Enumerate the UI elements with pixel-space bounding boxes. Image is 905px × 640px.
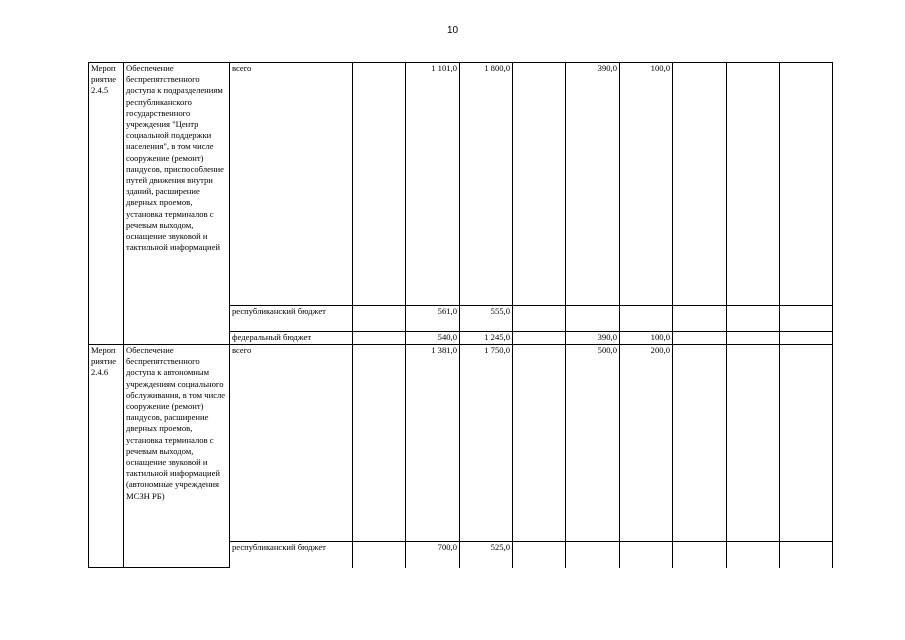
value-cell <box>780 306 833 332</box>
page-number: 10 <box>446 25 459 36</box>
value-cell: 100,0 <box>620 332 673 345</box>
value-cell <box>353 306 406 332</box>
activity-code-line: Мероп <box>91 63 116 73</box>
activity-description: Обеспечение беспрепятственного доступа к подразделениям республиканского государственного учреждения "Центр социальной поддержки населения", в том числе сооружение (ремонт) пандусов, приспособление путей движения внутри зданий, расширение дверных проемов, установка терминалов с речевым выходом, оснащение звуковой и тактильной информацией <box>124 63 230 345</box>
program-table <box>88 62 833 568</box>
funding-source: федеральный бюджет <box>230 332 353 345</box>
value-cell: 1 800,0 <box>460 63 513 306</box>
value-cell: 390,0 <box>566 63 620 306</box>
value-cell: 555,0 <box>460 306 513 332</box>
value-cell <box>727 306 780 332</box>
activity-description: Обеспечение беспрепятственного доступа к автономным учреждениям социального обслуживания, в том числе сооружение (ремонт) пандусов, расширение дверных проемов, установка терминалов с речевым выходом, оснащение звуковой и тактильной информацией (автономные учреждения МСЗН РБ) <box>124 345 230 568</box>
value-cell <box>780 345 833 542</box>
value-cell <box>513 63 566 306</box>
value-cell: 1 245,0 <box>460 332 513 345</box>
value-cell <box>727 345 780 542</box>
value-cell: 540,0 <box>406 332 460 345</box>
value-cell <box>780 332 833 345</box>
table-row <box>89 63 833 306</box>
value-cell <box>673 306 727 332</box>
value-cell: 1 381,0 <box>406 345 460 542</box>
value-cell: 525,0 <box>460 542 513 568</box>
value-cell <box>620 306 673 332</box>
value-cell <box>513 542 566 568</box>
value-cell <box>727 332 780 345</box>
funding-source: республиканский бюджет <box>230 306 353 332</box>
value-cell: 200,0 <box>620 345 673 542</box>
value-cell: 561,0 <box>406 306 460 332</box>
funding-source: всего <box>230 63 353 306</box>
value-cell <box>513 345 566 542</box>
value-cell <box>727 542 780 568</box>
funding-source: всего <box>230 345 353 542</box>
activity-code-line: 2.4.6 <box>91 367 109 378</box>
value-cell <box>513 332 566 345</box>
value-cell <box>673 63 727 306</box>
value-cell <box>673 542 727 568</box>
value-cell <box>620 542 673 568</box>
value-cell <box>566 542 620 568</box>
value-cell <box>353 345 406 542</box>
value-cell <box>780 63 833 306</box>
value-cell: 100,0 <box>620 63 673 306</box>
value-cell <box>780 542 833 568</box>
value-cell <box>353 63 406 306</box>
value-cell <box>513 306 566 332</box>
activity-code-cell <box>89 345 124 568</box>
activity-code-line: 2.4.5 <box>91 85 109 96</box>
activity-code-line: Мероп <box>91 345 116 355</box>
program-table-container <box>88 62 833 568</box>
activity-code-line: риятие <box>91 74 117 85</box>
value-cell: 500,0 <box>566 345 620 542</box>
value-cell <box>727 63 780 306</box>
value-cell: 700,0 <box>406 542 460 568</box>
activity-code-line: риятие <box>91 356 117 367</box>
table-row <box>89 345 833 542</box>
value-cell <box>673 345 727 542</box>
value-cell <box>353 542 406 568</box>
value-cell <box>353 332 406 345</box>
funding-source: республиканский бюджет <box>230 542 353 568</box>
value-cell: 390,0 <box>566 332 620 345</box>
value-cell: 1 750,0 <box>460 345 513 542</box>
activity-code-cell <box>89 63 124 345</box>
value-cell <box>566 306 620 332</box>
value-cell <box>673 332 727 345</box>
value-cell: 1 101,0 <box>406 63 460 306</box>
